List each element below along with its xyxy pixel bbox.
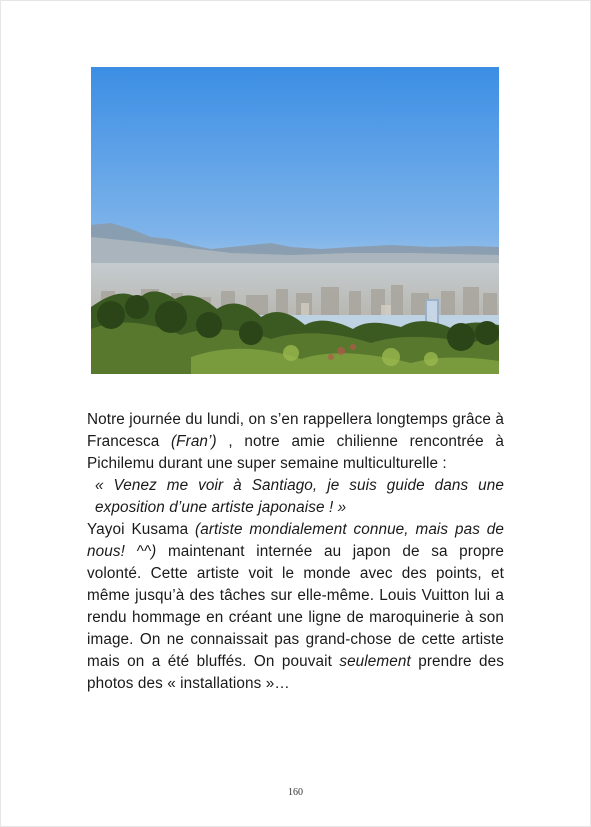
paragraph-artist [87, 519, 504, 695]
body-text [87, 409, 504, 695]
artist-name: Yayoi Kusama [87, 521, 196, 538]
artist-description: maintenant internée au japon de sa propre volonté. Cette artiste voit le monde avec des points, et même jusqu’à des tâches sur elle-même. Louis Vuitton lui a rendu hommage en créant une ligne de maroquinerie à son image. On ne connaissait pas grand-chose de cette artiste mais on a été bluffés. On pouvait [87, 543, 504, 670]
intro-text-continued: , notre amie chilienne rencontrée à Pichilemu durant une super semaine multiculturelle : [87, 433, 504, 472]
quote: « Venez me voir à Santiago, je suis guide dans une exposition d’une artiste japonaise ! » [95, 477, 504, 516]
artist-aside: (artiste mondialement connue, mais pas de nous! ^^) [87, 521, 505, 560]
intro-text: Notre journée du lundi, on s’en rappellera longtemps grâce à Francesca [87, 411, 504, 450]
artist-description-end: prendre des photos des « installations »… [87, 653, 504, 692]
nickname-text: (Fran’) [170, 433, 217, 450]
page-number: 160 [288, 787, 303, 798]
santiago-city-view-photo [91, 67, 499, 374]
emphasis-word: seulement [339, 653, 411, 670]
paragraph-intro [87, 409, 504, 475]
